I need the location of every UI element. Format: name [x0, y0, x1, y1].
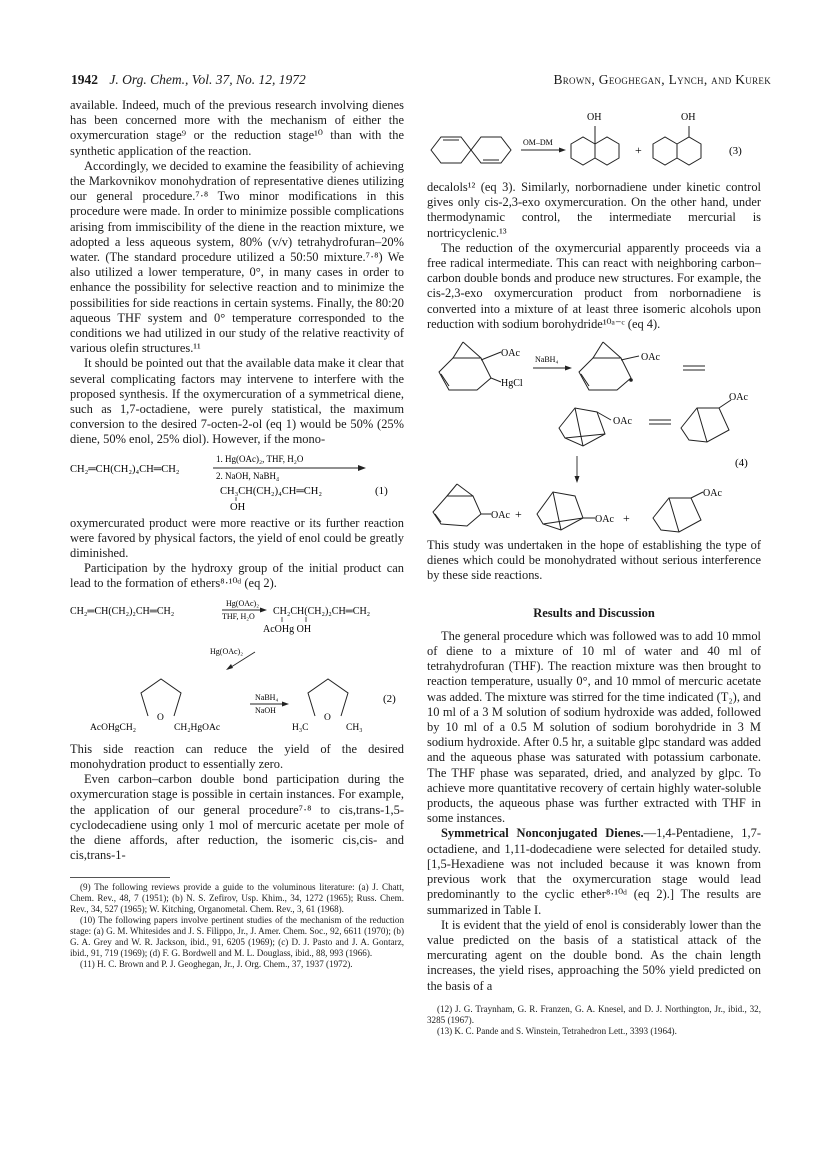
- left-column: [70, 98, 404, 970]
- eq4-product-2: [537, 492, 595, 530]
- eq4-plus-1: +: [515, 507, 522, 522]
- eq2-reagent-diag: Hg(OAc)₂: [210, 646, 243, 656]
- paragraph: This side reaction can reduce the yield of the desired monohydration product to essentially zero.: [70, 741, 404, 771]
- eq2-reactant: CH₂═CH(CH₂)₂CH═CH₂: [70, 605, 175, 617]
- equation-3: [427, 104, 761, 180]
- eq2-intermediate-sub: AcOHg OH: [263, 623, 312, 635]
- eq1-product: CH₃CH(CH₂)₄CH═CH₂: [220, 485, 323, 497]
- section-title: Results and Discussion: [533, 605, 655, 620]
- eq4-plus-2: +: [623, 511, 630, 526]
- eq3-arrowhead: [559, 148, 566, 153]
- eq4-oac-3: OAc: [613, 416, 632, 428]
- footnote-rule: [70, 877, 170, 878]
- eq4-product-1: [433, 484, 491, 526]
- eq2-reagent-top: Hg(OAc)₂: [226, 598, 259, 608]
- eq4-arrowhead: [565, 366, 572, 371]
- footnotes-right: [427, 1004, 761, 1037]
- eq3-oh-1: OH: [587, 112, 602, 123]
- eq3-cyclodecadiene: [431, 137, 511, 163]
- eq2-ring-right-o: O: [324, 712, 331, 723]
- eq4-nortricyclyl: [559, 408, 611, 446]
- eq4-equilibrium-1: [683, 366, 705, 370]
- eq2-right-sub-right: CH₃: [346, 722, 363, 733]
- footnote: (11) H. C. Brown and P. J. Geoghegan, Jr., J. Org. Chem., 37, 1937 (1972).: [80, 958, 353, 969]
- paragraph: It should be pointed out that the available data make it clear that several complicating factors may intervene to interfere with the proposed synthesis. If the oxymercuration of a symmetrical diene, such as 1,7-octadiene, were purely statistical, the maximum conversion to the desired 7-octen-2-ol (eq 1) would be 50% (25% diene, 50% enol, 25% diol). However, if the mono-: [70, 356, 404, 447]
- paragraph: Even carbon–carbon double bond participation during the oxymercuration stage is possible in certain instances. For example, the application of our general procedure⁷·⁸ to cis,trans-1,5-cyclodecadiene using only 1 mol of mercuric acetate per mole of the diene affords, after reduction, the isomeric cis,cis- and cis,trans-1-: [70, 772, 404, 863]
- eq3-number: (3): [729, 145, 742, 157]
- eq4-reagent: NaBH₄: [535, 355, 559, 365]
- equation-2: [70, 596, 404, 736]
- eq4-oac-2: OAc: [641, 352, 660, 364]
- eq4-radical: [579, 342, 639, 390]
- paragraph: Accordingly, we decided to examine the feasibility of achieving the Markovnikov monohydration of representative dienes utilizing our general procedure.⁷·⁸ Two minor modifications in this procedure were made. In order to minimize possible complications arising from immiscibility of the diene in the reaction mixture, we adopted a less aqueous system, 80% (v/v) tetrahydrofuran–20% water. (The standard procedure utilized a 50:50 mixture.⁷·⁸) We also utilized a lower temperature, 0°, in many cases in order to enhance the possibility for selective reaction and to minimize the possibilities for side reactions in certain systems. Finally, the 80:20 aqueous THF system and 0° temperature corresponded to the conditions we had utilized in our study of the relative reactivity of various olefin structures.¹¹: [70, 158, 404, 356]
- eq3-oh-2: OH: [681, 112, 696, 123]
- paragraph: oxymercurated product were more reactive or its further reaction were favored by physical factors, the yield of enol could be greatly diminished.: [70, 515, 404, 561]
- eq4-oac-6: OAc: [595, 514, 614, 526]
- eq1-arrowhead: [358, 465, 366, 471]
- eq2-diag-arrowhead: [226, 664, 233, 670]
- footnotes-left: [70, 882, 404, 969]
- eq1-reactant: CH₂═CH(CH₂)₄CH═CH₂: [70, 463, 180, 475]
- paragraph: The reduction of the oxymercurial apparently proceeds via a free radical intermediate. This can react with neighboring carbon–carbon double bonds and produce new structures. For example, the cis-2,3-exo oxymercuration product from norbornadiene is converted into a mixture of at least three isomeric alcohols upon reduction with sodium borohydride¹⁰ᵃ⁻ᶜ (eq 4).: [427, 240, 761, 331]
- eq4-bicyclic-radical: [681, 400, 731, 442]
- eq4-product-3: [653, 492, 703, 532]
- eq2-mid-arrowhead: [282, 701, 289, 706]
- eq2-number: (2): [383, 692, 396, 705]
- paragraph: This study was undertaken in the hope of establishing the type of dienes which could be monohydrated without serious interference by these side reactions.: [427, 538, 761, 583]
- eq1-step2: 2. NaOH, NaBH₄: [216, 470, 280, 481]
- paragraph: [427, 826, 761, 917]
- eq4-number: (4): [735, 457, 748, 470]
- equation-3-figure: [427, 104, 761, 180]
- footnote: (10) The following papers involve pertinent studies of the mechanism of the reduction stage: (a) G. M. Whitesides and J. S. Filippo, Jr., J. Amer. Chem. Soc., 92, 6611 (1970); (b) G. A. Grey and W. R. Jackson, ibid., 91, 6205 (1969); (c) D. J. Pasto and J. A. Gontarz, ibid., 91, 719 (1969); (d) F. G. Bordwell and M. L. Douglass, ibid., 88, 993 (1966).: [70, 915, 404, 958]
- paragraph: The general procedure which was followed was to add 10 mmol of diene to a mixture of 10 ml of water and 40 ml of tetrahydrofuran (THF). The reaction mixture was then brought to reaction temperature, usually 0°, and 10 mmol of mercuric acetate was added. The mixture was stirred for the time indicated (T₂), and 10 ml of a 3 M solution of sodium hydroxide was added, followed by 10 ml of a 0.5 M solution of sodium borohydride in 3 M sodium hydroxide. After 0.5 hr, a suitable glpc standard was added and the aqueous phase was saturated with potassium carbonate. The THF phase was separated, dried, and analyzed by glpc. To achieve more quantitative recovery of certain highly water-soluble products, the aqueous phase was further extracted with THF in some instances.: [427, 628, 761, 826]
- footnote: (9) The following reviews provide a guide to the voluminous literature: (a) J. Chatt, Chem. Rev., 48, 7 (1951); (b) N. S. Zefirov, Usp. Khim., 34, 1272 (1965); Russ. Chem. Rev., 34, 527 (1965); W. Kitching, Organometal. Chem. Rev., 3, 61 (1968).: [70, 882, 404, 915]
- paragraph: available. Indeed, much of the previous research involving dienes has been concerned more with the mechanism of either the oxymercuration stage⁹ or the reduction stage¹⁰ than with the synthetic application of the reaction.: [70, 98, 404, 158]
- running-header: [71, 72, 771, 88]
- eq2-arrowhead: [260, 607, 267, 612]
- page-number: 1942: [71, 72, 98, 87]
- eq2-reagent-bottom: THF, H₂O: [222, 611, 255, 621]
- equation-1-figure: [70, 448, 404, 510]
- eq4-equilibrium-2: [649, 420, 671, 424]
- header-authors: Brown, Geoghegan, Lynch, and Kurek: [553, 72, 771, 87]
- header-left: [71, 72, 306, 88]
- eq2-ring-right: [308, 679, 348, 716]
- run-in-heading: Symmetrical Nonconjugated Dienes.: [441, 826, 644, 841]
- eq2-left-sub-right: CH₂HgOAc: [174, 722, 221, 733]
- eq4-oac-7: OAc: [703, 488, 722, 500]
- paragraph: Participation by the hydroxy group of the initial product can lead to the formation of ethers⁸·¹⁰ᵈ (eq 2).: [70, 561, 404, 591]
- eq3-decalol-2: [653, 126, 701, 165]
- eq2-right-sub-left: H₃C: [292, 722, 309, 733]
- eq2-ring-left-o: O: [157, 712, 164, 723]
- eq4-reactant: [439, 342, 501, 390]
- eq4-hgcl: HgCl: [501, 378, 523, 390]
- eq2-intermediate: CH₂CH(CH₂)₂CH═CH₂: [273, 605, 371, 617]
- eq2-reagent-mid-top: NaBH₄: [255, 692, 279, 702]
- eq4-oac-1: OAc: [501, 348, 520, 360]
- eq4-oac-4: OAc: [729, 392, 748, 404]
- eq2-ring-left: [141, 679, 181, 716]
- eq2-left-sub-left: AcOHgCH₂: [90, 722, 137, 733]
- equation-4: [427, 338, 761, 534]
- eq4-radical-dot: [629, 378, 633, 382]
- eq4-oac-5: OAc: [491, 510, 510, 522]
- paragraph: decalols¹² (eq 3). Similarly, norbornadiene under kinetic control gives only cis-2,3-exo oxymercuration. On the other hand, under thermodynamic control, the intermediate mercurial is nortricyclenic.¹³: [427, 180, 761, 240]
- paragraph-text: —1,4-Pentadiene, 1,7-octadiene, and 1,11-dodecadiene were selected for detailed study. [1,5-Hexadiene was not included because it was known from previous work that the oxymercuration stage would lead predominantly to the cyclic ether⁸·¹⁰ᵈ (eq 2).] The results are summarized in Table I.: [427, 826, 761, 917]
- eq4-down-arrowhead: [575, 476, 580, 483]
- equation-1: [70, 448, 404, 510]
- equation-4-figure: [427, 338, 761, 534]
- eq2-reagent-mid-bottom: NaOH: [255, 705, 276, 715]
- right-column: [427, 98, 761, 1036]
- eq3-reagent: OM–DM: [523, 138, 553, 147]
- paragraph: It is evident that the yield of enol is considerably lower than the value predicted on the basis of a statistical attack of the mercurating agent on the double bond. As the chain length increases, the yield rises, approaching the 50% yield predicted on the basis of a: [427, 917, 761, 993]
- equation-2-figure: [70, 596, 404, 736]
- eq3-plus: +: [635, 143, 642, 157]
- eq1-oh: OH: [230, 501, 246, 510]
- footnote: (12) J. G. Traynham, G. R. Franzen, G. A. Knesel, and D. J. Northington, Jr., ibid., 32, 3285 (1967).: [427, 1003, 761, 1025]
- journal-citation: J. Org. Chem., Vol. 37, No. 12, 1972: [109, 72, 306, 87]
- eq1-number: (1): [375, 484, 388, 497]
- eq3-decalol-1: [571, 126, 619, 165]
- footnote: (13) K. C. Pande and S. Winstein, Tetrahedron Lett., 3393 (1964).: [437, 1025, 677, 1036]
- eq1-step1: 1. Hg(OAc)₂, THF, H₂O: [216, 453, 304, 464]
